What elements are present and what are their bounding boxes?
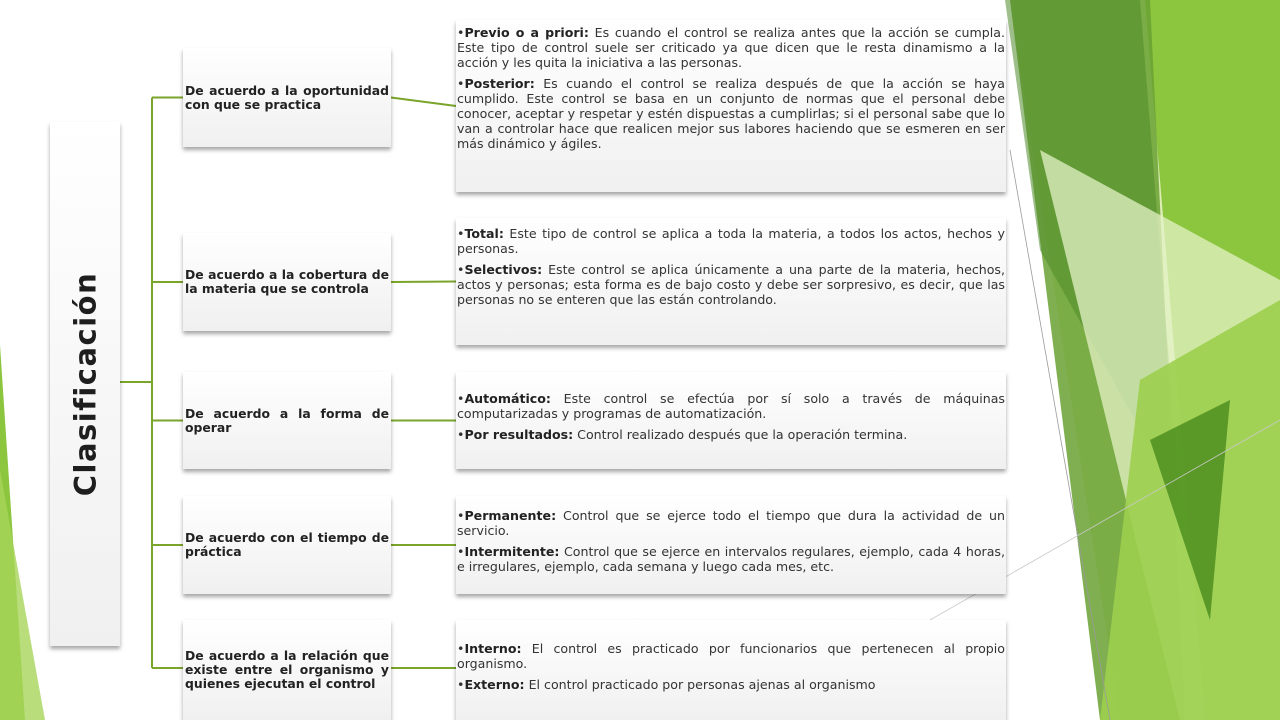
detail-item: •Interno: El control es practicado por funcionarios que pertenecen al propio organismo. [457, 641, 1005, 671]
category-label: De acuerdo con el tiempo de práctica [185, 530, 389, 559]
detail-item: •Permanente: Control que se ejerce todo el tiempo que dura la actividad de un servicio. [457, 508, 1005, 538]
detail-term: Por resultados: [464, 427, 574, 442]
detail-term: Previo o a priori: [464, 25, 589, 40]
detail-box-oportunidad [456, 20, 1006, 192]
detail-term: Total: [464, 226, 504, 241]
detail-text: Este control se aplica únicamente a una parte de la materia, hechos, actos y personas; esta forma es de bajo costo y debe ser sorpresivo, es decir, que las personas no se enteren que las están controlando. [457, 262, 1005, 307]
detail-item: •Automático: Este control se efectúa por sí solo a través de máquinas computarizadas y programas de automatización. [457, 391, 1005, 421]
detail-term: Selectivos: [464, 262, 543, 277]
detail-connector [391, 98, 456, 107]
detail-text: Control que se ejerce en intervalos regulares, ejemplo, cada 4 horas, e irregulares, ejemplo, cada semana y luego cada mes, etc. [457, 544, 1005, 574]
root-label: Clasificación [68, 271, 103, 497]
detail-box-cobertura [456, 218, 1006, 345]
detail-term: Permanente: [464, 508, 557, 523]
detail-text: Control que se ejerce todo el tiempo que dura la actividad de un servicio. [457, 508, 1005, 538]
detail-term: Interno: [464, 641, 522, 656]
category-label: De acuerdo a la oportunidad con que se practica [185, 82, 389, 112]
detail-term: Automático: [464, 391, 551, 406]
detail-item: •Externo: El control practicado por personas ajenas al organismo [457, 677, 876, 692]
detail-term: Intermitente: [464, 544, 560, 559]
detail-item: •Intermitente: Control que se ejerce en intervalos regulares, ejemplo, cada 4 horas, e irregulares, ejemplo, cada semana y luego cada mes, etc. [457, 544, 1005, 574]
category-box-relacion [183, 620, 391, 720]
detail-text: El control practicado por personas ajenas al organismo [524, 677, 876, 692]
detail-item: •Selectivos: Este control se aplica únicamente a una parte de la materia, hechos, actos y personas; esta forma es de bajo costo y debe ser sorpresivo, es decir, que las personas no se enteren que las están controlando. [457, 262, 1005, 307]
detail-connector [391, 282, 456, 283]
category-label: De acuerdo a la cobertura de la materia que se controla [185, 267, 389, 296]
detail-term: Posterior: [464, 76, 535, 91]
category-label: De acuerdo a la relación que existe entre el organismo y quienes ejecutan el control [185, 648, 389, 691]
detail-text: Este tipo de control se aplica a toda la materia, a todos los actos, hechos y personas. [457, 226, 1005, 256]
detail-box-forma-operar [456, 372, 1006, 469]
detail-text: Control realizado después que la operación termina. [573, 427, 908, 442]
category-box-tiempo-practica [183, 496, 391, 594]
category-label: De acuerdo a la forma de operar [185, 405, 389, 435]
detail-box-tiempo-practica [456, 496, 1006, 594]
category-box-cobertura [183, 233, 391, 331]
detail-term: Externo: [464, 677, 525, 692]
detail-item: •Posterior: Es cuando el control se realiza después de que la acción se haya cumplido. Este control se basa en un conjunto de normas que el personal debe conocer, aceptar y respetar y estén dispuestas a cumplirlas; si el personal sabe que lo van a controlar hace que realicen mejor sus labores haciendo que se esmeren en ser más dinámico y ágiles. [457, 76, 1005, 151]
detail-text: El control es practicado por funcionarios que pertenecen al propio organismo. [457, 641, 1005, 671]
detail-box-relacion [456, 620, 1006, 720]
detail-text: Este control se efectúa por sí solo a través de máquinas computarizadas y programas de automatización. [457, 391, 1005, 421]
detail-item: •Total: Este tipo de control se aplica a toda la materia, a todos los actos, hechos y personas. [457, 226, 1005, 256]
category-box-forma-operar [183, 372, 391, 469]
root-node [50, 122, 120, 646]
detail-text: Es cuando el control se realiza después de que la acción se haya cumplido. Este control se basa en un conjunto de normas que el personal debe conocer, aceptar y respetar y estén dispuestas a cumplirlas; si el personal sabe que lo van a controlar hace que realicen mejor sus labores haciendo que se esmeren en ser más dinámico y ágiles. [457, 76, 1005, 151]
detail-item: •Por resultados: Control realizado después que la operación termina. [457, 427, 908, 442]
detail-text: Es cuando el control se realiza antes que la acción se cumpla. Este tipo de control suele ser criticado ya que dicen que le resta dinamismo a la acción y les quita la iniciativa a las personas. [457, 25, 1005, 70]
category-box-oportunidad [183, 48, 391, 147]
detail-item: •Previo o a priori: Es cuando el control se realiza antes que la acción se cumpla. Este tipo de control suele ser criticado ya que dicen que le resta dinamismo a la acción y les quita la iniciativa a las personas. [457, 25, 1005, 70]
